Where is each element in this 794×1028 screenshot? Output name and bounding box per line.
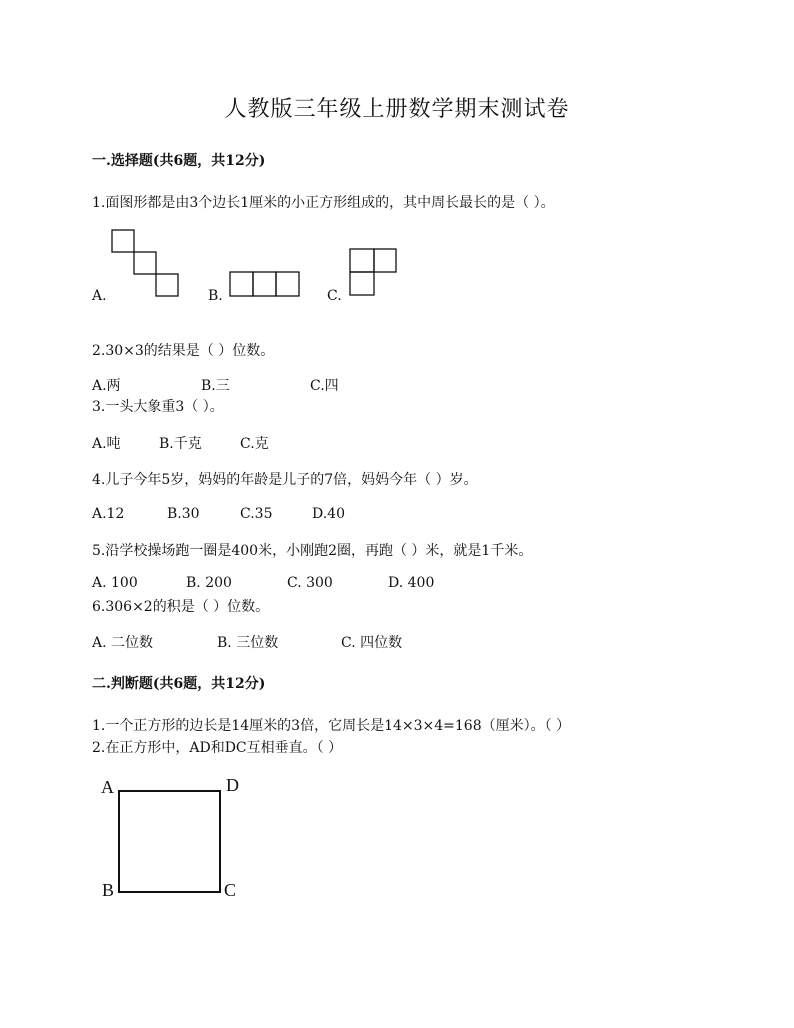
q4-option-b: B.30: [167, 506, 200, 522]
judgement-2-text: 2.在正方形中，AD和DC互相垂直。（ ）: [92, 740, 343, 756]
q6-option-b: B. 三位数: [217, 635, 279, 651]
q2-option-b: B.三: [201, 378, 230, 394]
q6-option-a: A. 二位数: [92, 635, 154, 651]
question-3-text: 3.一头大象重3（ ）。: [92, 399, 224, 415]
section-heading-judgement: 二.判断题(共6题，共12分): [92, 676, 266, 692]
section-heading-choice: 一.选择题(共6题，共12分): [92, 153, 266, 169]
q5-option-b: B. 200: [186, 575, 232, 591]
q1-figure-c-l-shape: [348, 247, 400, 299]
q1-figure-a-staircase: [110, 228, 182, 300]
square-label-a: A: [101, 777, 114, 797]
square-label-d: D: [226, 775, 239, 795]
question-4-text: 4.儿子今年5岁，妈妈的年龄是儿子的7倍，妈妈今年（ ）岁。: [92, 472, 478, 488]
q5-option-a: A. 100: [92, 575, 138, 591]
question-5-text: 5.沿学校操场跑一圈是400米，小刚跑2圈，再跑（ ）米，就是1千米。: [92, 543, 533, 559]
q3-option-c: C.克: [240, 436, 269, 452]
question-2-text: 2.30×3的结果是（ ）位数。: [92, 343, 275, 359]
q4-option-d: D.40: [312, 506, 345, 522]
q4-option-c: C.35: [240, 506, 273, 522]
q3-option-b: B.千克: [159, 436, 202, 452]
q2-option-a: A.两: [92, 378, 121, 394]
q5-option-c: C. 300: [287, 575, 333, 591]
q4-option-a: A.12: [92, 506, 125, 522]
q1-option-c-label: C.: [327, 288, 342, 304]
q2-option-c: C.四: [310, 378, 339, 394]
square-label-c: C: [224, 880, 237, 900]
square-shape: [118, 790, 222, 894]
question-1-text: 1.面图形都是由3个边长1厘米的小正方形组成的，其中周长最长的是（ ）。: [92, 195, 555, 211]
q1-option-a-label: A.: [92, 288, 107, 304]
q1-option-b-label: B.: [208, 288, 223, 304]
judgement-1-text: 1.一个正方形的边长是14厘米的3倍，它周长是14×3×4=168（厘米）。（ ）: [92, 718, 571, 734]
q1-figure-b-row: [228, 270, 302, 300]
question-6-text: 6.306×2的积是（ ）位数。: [92, 599, 270, 615]
q3-option-a: A.吨: [92, 436, 121, 452]
q5-option-d: D. 400: [388, 575, 435, 591]
square-label-b: B: [102, 880, 115, 900]
q6-option-c: C. 四位数: [341, 635, 403, 651]
page-title: 人教版三年级上册数学期末测试卷: [224, 97, 570, 122]
